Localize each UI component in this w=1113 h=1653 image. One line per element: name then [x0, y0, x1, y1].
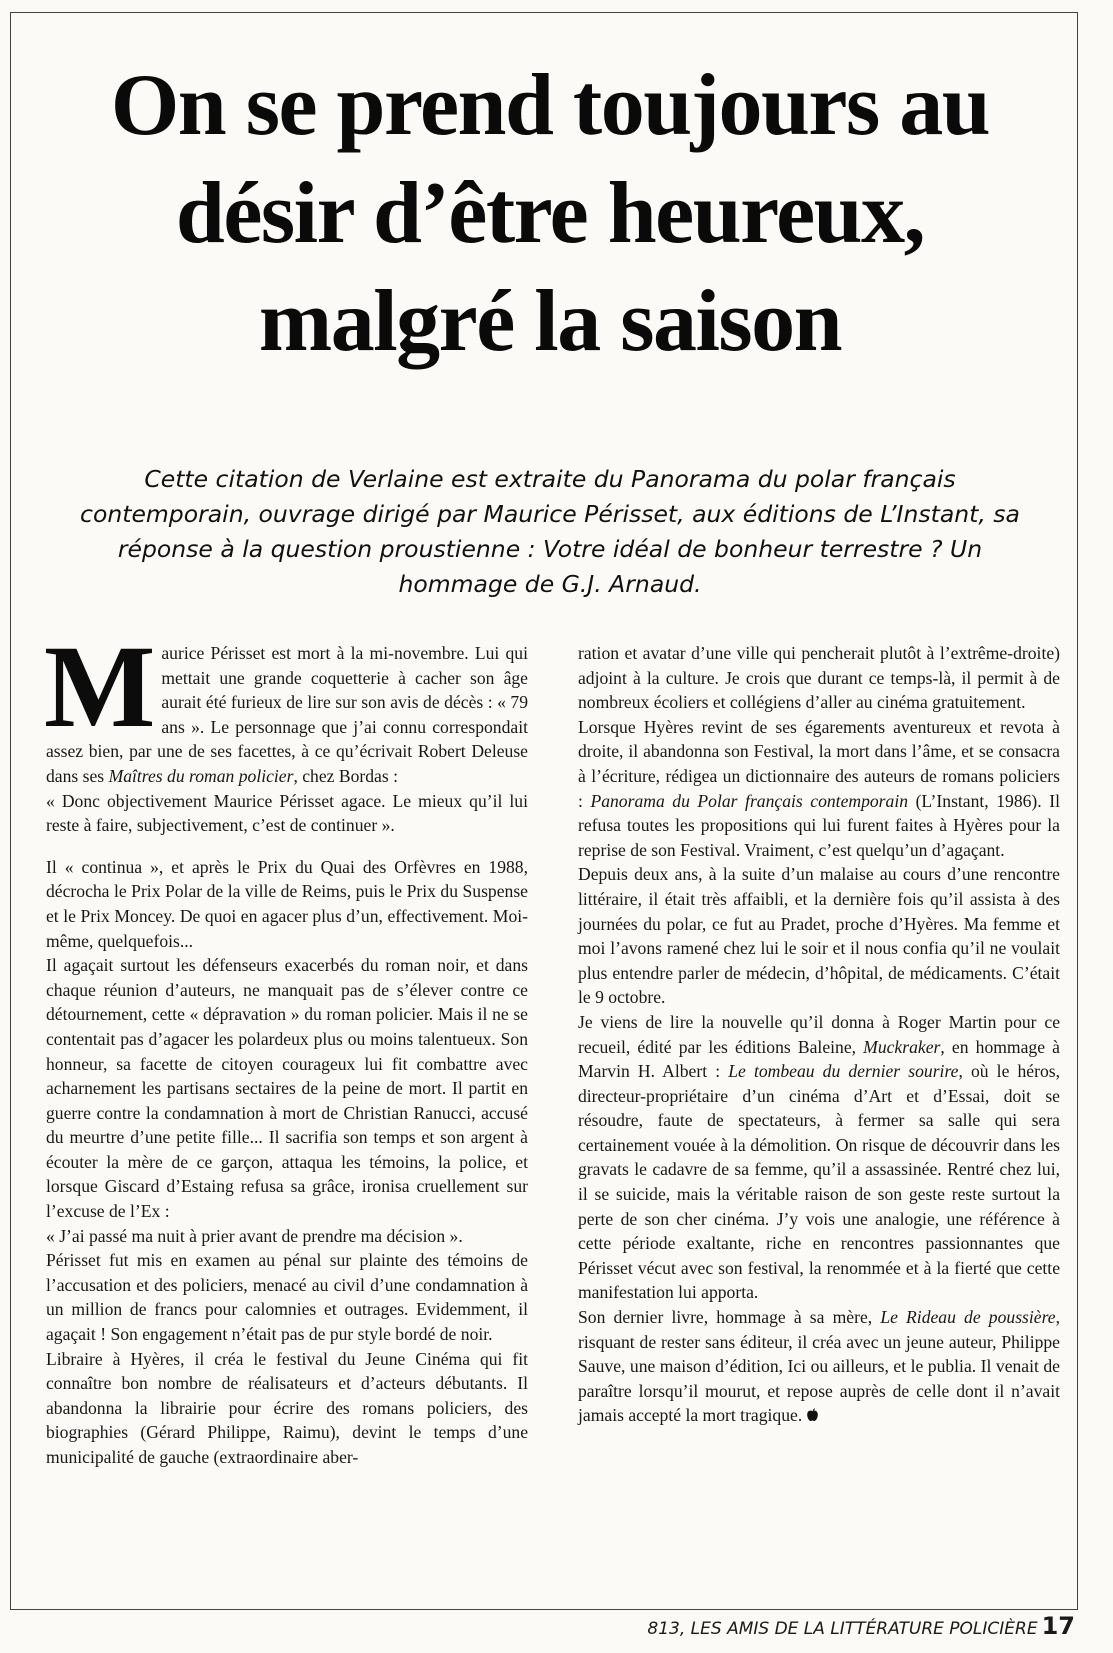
- book-title: Le Rideau de poussière: [880, 1307, 1056, 1328]
- page-footer: [647, 1612, 1075, 1640]
- title-line-1: On se prend toujours au: [110, 57, 990, 154]
- book-title: Maîtres du roman policier: [108, 765, 294, 786]
- apple-end-mark-icon: [806, 1408, 819, 1422]
- book-title: Le tombeau du dernier sourire: [728, 1061, 959, 1082]
- drop-cap: M: [44, 621, 156, 752]
- right-column: [578, 641, 1060, 1428]
- paragraph: Maurice Périsset est mort à la mi-novembre. Lui qui mettait une grande coquetterie à cacher son âge aurait été furieux de lire sur son avis de décès : « 79 ans ». Le personnage que j’ai connu correspondait assez bien, par une de ses facettes, à ce qu’écrivait Robert Deleuse dans ses Maîtres du roman policier, chez Bordas :: [44, 621, 528, 786]
- article-title: [30, 52, 1070, 376]
- paragraph: Il agaçait surtout les défenseurs exacerbés du roman noir, et dans chaque réunion d’auteurs, ne manquait pas de s’élever contre ce détournement, cette « dépravation » du roman policier. Mais il ne se contentait pas d’agacer les polardeux plus ou moins talentueux. Son honneur, sa facette de citoyen courageux lui fit combattre avec acharnement les partisans sectaires de la peine de mort. Il partit en guerre contre la condamnation à mort de Christian Ranucci, accusé du meurtre d’une petite fille... Il sacrifia son temps et son argent à écouter la mère de ce garçon, attaqua les témoins, la police, et lorsque Giscard d’Estaing refusa sa grâce, ironisa cruellement sur l’excuse de l’Ex :: [46, 955, 528, 1222]
- title-line-3: malgré la saison: [258, 273, 842, 370]
- paragraph: Son dernier livre, hommage à sa mère, Le Rideau de poussière, risquant de rester sans éditeur, il créa avec un jeune auteur, Philippe Sauve, une maison d’édition, Ici ou ailleurs, et le publia. Il venait de paraître lorsqu’il mourut, et repose auprès de celle dont il n’avait jamais accepté la mort tragique.: [578, 1307, 1060, 1426]
- paragraph: ration et avatar d’une ville qui pencherait plutôt à l’extrême-droite) adjoint à la culture. Je crois que durant ce temps-là, il permit à de nombreux écoliers et collégiens d’aller au cinéma gratuitement.: [578, 643, 1060, 713]
- page-number: 17: [1041, 1612, 1075, 1640]
- book-title: Panorama du Polar français contemporain: [590, 790, 909, 811]
- paragraph: Je viens de lire la nouvelle qu’il donna à Roger Martin pour ce recueil, édité par les éditions Baleine, Muckraker, en hommage à Marvin H. Albert : Le tombeau du dernier sourire, où le héros, directeur-propriétaire d’un cinéma d’Art et d’Essai, doit se résoudre, faute de spectateurs, à fermer sa salle qui sera certainement vouée à la démolition. On risque de découvrir dans les gravats le cadavre de sa femme, qu’il a assassinée. Rentré chez lui, il se suicide, mais la véritable raison de son geste reste surtout la perte de son cher cinéma. J’y vois une analogie, une référence à cette période exaltante, riche en rencontres passionnantes que Périsset vécut avec son festival, la renommée et à la fierté que cette manifestation lui apporta.: [578, 1011, 1060, 1303]
- magazine-name: 813, LES AMIS DE LA LITTÉRATURE POLICIÈRE: [647, 1619, 1038, 1639]
- paragraph: Il « continua », et après le Prix du Quai des Orfèvres en 1988, décrocha le Prix Polar de la ville de Reims, puis le Prix du Suspense et le Prix Moncey. De quoi en agacer plus d’un, effectivement. Moi-même, quelquefois...: [46, 856, 528, 951]
- paragraph: « Donc objectivement Maurice Périsset agace. Le mieux qu’il lui reste à faire, subjectivement, c’est de continuer ».: [46, 790, 528, 836]
- paragraph: Libraire à Hyères, il créa le festival du Jeune Cinéma qui fit connaître bon nombre de réalisateurs et d’acteurs débutants. Il abandonna la librairie pour écrire des romans policiers, des biographies (Gérard Philippe, Raimu), devint le temps d’une municipalité de gauche (extraordinaire aber-: [46, 1348, 528, 1467]
- title-line-2: désir d’être heureux,: [175, 165, 925, 262]
- paragraph: Depuis deux ans, à la suite d’un malaise au cours d’une rencontre littéraire, il était très affaibli, et la dernière fois qu’il assista à des journées du polar, ce fut au Pradet, proche d’Hyères. Ma femme et moi l’avons ramené chez lui le soir et il nous confia qu’il ne voulait plus entendre parler de médecin, d’hôpital, de médicaments. C’était le 9 octobre.: [578, 864, 1060, 1008]
- book-title: Muckraker: [863, 1036, 941, 1057]
- left-column: [44, 621, 528, 1470]
- paragraph: Périsset fut mis en examen au pénal sur plainte des témoins de l’accusation et des policiers, menacé au civil d’une condamnation à un million de francs pour calomnies et outrages. Evidemment, il agaçait ! Son engagement n’était pas de pur style bordé de noir.: [46, 1250, 528, 1345]
- paragraph: « J’ai passé ma nuit à prier avant de prendre ma décision ».: [46, 1225, 463, 1246]
- article-lead: Cette citation de Verlaine est extraite du Panorama du polar français contemporain, ouvrage dirigé par Maurice Périsset, aux éditions de L’Instant, sa réponse à la question proustienne : Votre idéal de bonheur terrestre ? Un hommage de G.J. Arnaud.: [80, 465, 1020, 598]
- paragraph: Lorsque Hyères revint de ses égarements aventureux et revota à droite, il abandonna son Festival, la mort dans l’âme, et se consacra à l’écriture, rédigea un dictionnaire des auteurs de romans policiers : Panorama du Polar français contemporain (L’Instant, 1986). Il refusa toutes les propositions qui lui furent faites à Hyères pour la reprise de son Festival. Vraiment, c’est quelqu’un d’agaçant.: [578, 716, 1060, 860]
